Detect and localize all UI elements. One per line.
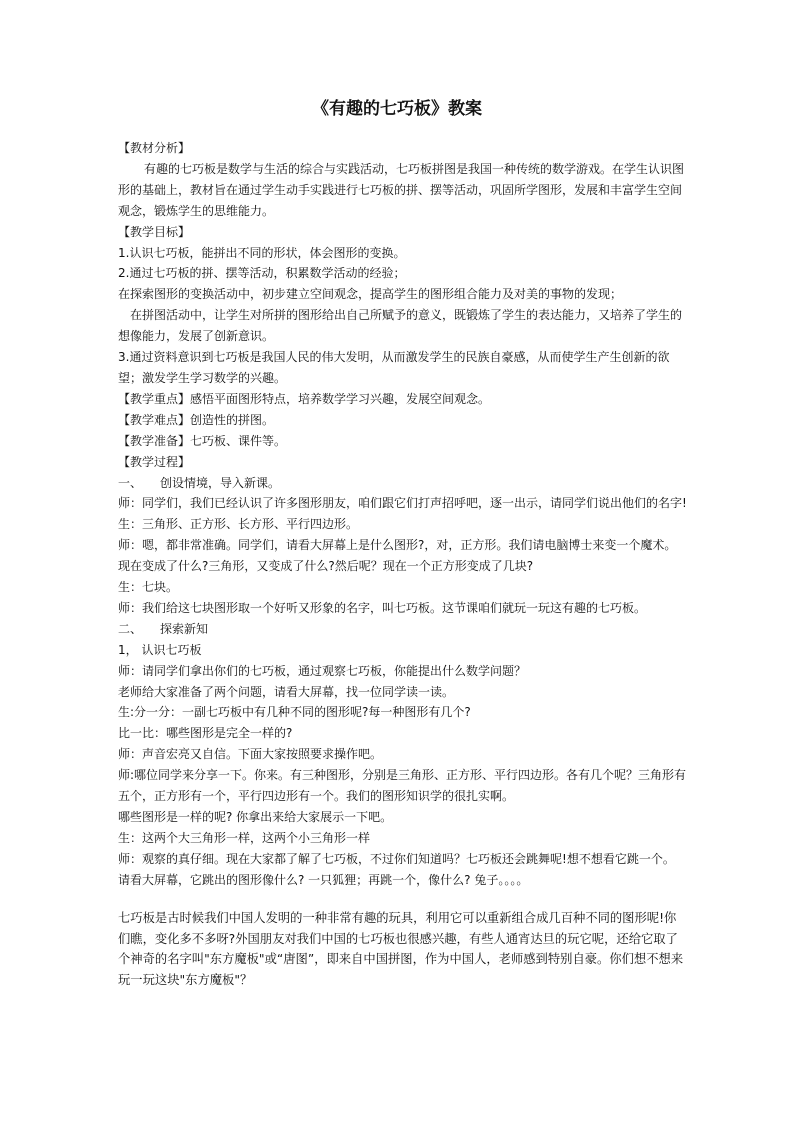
paragraph: 【教学准备】七巧板、课件等。 — [118, 433, 287, 448]
paragraph: 1， 认识七巧板 — [118, 642, 202, 657]
section-heading: 【教学过程】 — [118, 454, 191, 469]
paragraph: 生：三角形、正方形、长方形、平行四边形。 — [118, 517, 359, 532]
paragraph: 师:哪位同学来分享一下。你来。有三种图形，分别是三角形、正方形、平行四边形。各有几个呢？三角形有五个，正方形有一个，平行四边形有一个。我们的图形知识学的很扎实啊。 — [118, 768, 687, 804]
paragraph-gap — [118, 891, 688, 908]
paragraph: 1.认识七巧板，能拼出不同的形状，体会图形的变换。 — [118, 245, 406, 260]
paragraph: 【教学难点】创造性的拼图。 — [118, 412, 275, 427]
document-title: 《有趣的七巧板》教案 — [312, 99, 482, 119]
paragraph: 在拼图活动中，让学生对所拼的图形给出自己所赋予的意义，既锻炼了学生的表达能力，又培养了学生的想像能力，发展了创新意识。 — [118, 308, 683, 344]
paragraph: 师：同学们，我们已经认识了许多图形朋友，咱们跟它们打声招呼吧，逐一出示，请同学们说出他们的名字! — [118, 496, 687, 511]
paragraph: 师：嗯，都非常准确。同学们，请看大屏幕上是什么图形?，对，正方形。我们请电脑博士来变一个魔术。现在变成了什么?三角形，又变成了什么?然后呢？现在一个正方形变成了几块? — [118, 538, 677, 574]
paragraph: 老师给大家准备了两个问题，请看大屏幕，找一位同学读一读。 — [118, 684, 455, 699]
paragraph: 请看大屏幕，它跳出的图形像什么? 一只狐狸；再跳一个，像什么? 兔子。。。。 — [118, 872, 529, 887]
paragraph: 七巧板是古时候我们中国人发明的一种非常有趣的玩具，利用它可以重新组合成几百种不同的图形呢!你们瞧，变化多不多呀?外国朋友对我们中国的七巧板也很感兴趣，有些人通宵达旦的玩它呢，还给它取了个神奇的名字叫"东方魔板"或“唐图”，即来自中国拼图，作为中国人，老师感到特别自豪。你们想不想来玩一玩这块"东方魔板"？ — [118, 910, 684, 988]
paragraph: 二、 探索新知 — [118, 621, 209, 636]
paragraph: 师：声音宏亮又自信。下面大家按照要求操作吧。 — [118, 747, 383, 762]
section-heading: 【教学目标】 — [118, 224, 191, 239]
paragraph: 比一比：哪些图形是完全一样的? — [118, 726, 293, 741]
paragraph: 生:分一分：一副七巧板中有几种不同的图形呢?每一种图形有几个? — [118, 705, 471, 720]
paragraph: 2.通过七巧板的拼、摆等活动，积累数学活动的经验； — [118, 266, 406, 281]
paragraph: 师：观察的真仔细。现在大家都了解了七巧板，不过你们知道吗？七巧板还会跳舞呢!想不想看它跳一个。 — [118, 851, 675, 866]
paragraph: 师：我们给这七块图形取一个好听又形象的名字，叫七巧板。这节课咱们就玩一玩这有趣的七巧板。 — [118, 600, 647, 615]
section-heading: 【教材分析】 — [118, 141, 191, 155]
paragraph: 3.通过资料意识到七巧板是我国人民的伟大发明，从而激发学生的民族自豪感，从而使学生产生创新的欲望；激发学生学习数学的兴趣。 — [118, 350, 670, 385]
paragraph: 哪些图形是一样的呢? 你拿出来给大家展示一下吧。 — [118, 810, 393, 824]
paragraph: 【教学重点】感悟平面图形特点，培养数学学习兴趣，发展空间观念。 — [118, 391, 491, 406]
paragraph: 生：这两个大三角形一样，这两个小三角形一样 — [118, 830, 371, 845]
paragraph: 有趣的七巧板是数学与生活的综合与实践活动，七巧板拼图是我国一种传统的数学游戏。在学生认识图形的基础上，教材旨在通过学生动手实践进行七巧板的拼、摆等活动，巩固所学图形，发展和丰富学生空间观念，锻炼学生的思维能力。 — [118, 161, 685, 218]
paragraph: 在探索图形的变换活动中，初步建立空间观念，提高学生的图形组合能力及对美的事物的发现； — [118, 287, 623, 302]
paragraph: 一、 创设情境，导入新课。 — [118, 475, 281, 490]
paragraph: 生：七块。 — [118, 580, 179, 595]
document-body — [118, 138, 688, 991]
paragraph: 师：请同学们拿出你们的七巧板，通过观察七巧板，你能提出什么数学问题？ — [118, 663, 527, 678]
